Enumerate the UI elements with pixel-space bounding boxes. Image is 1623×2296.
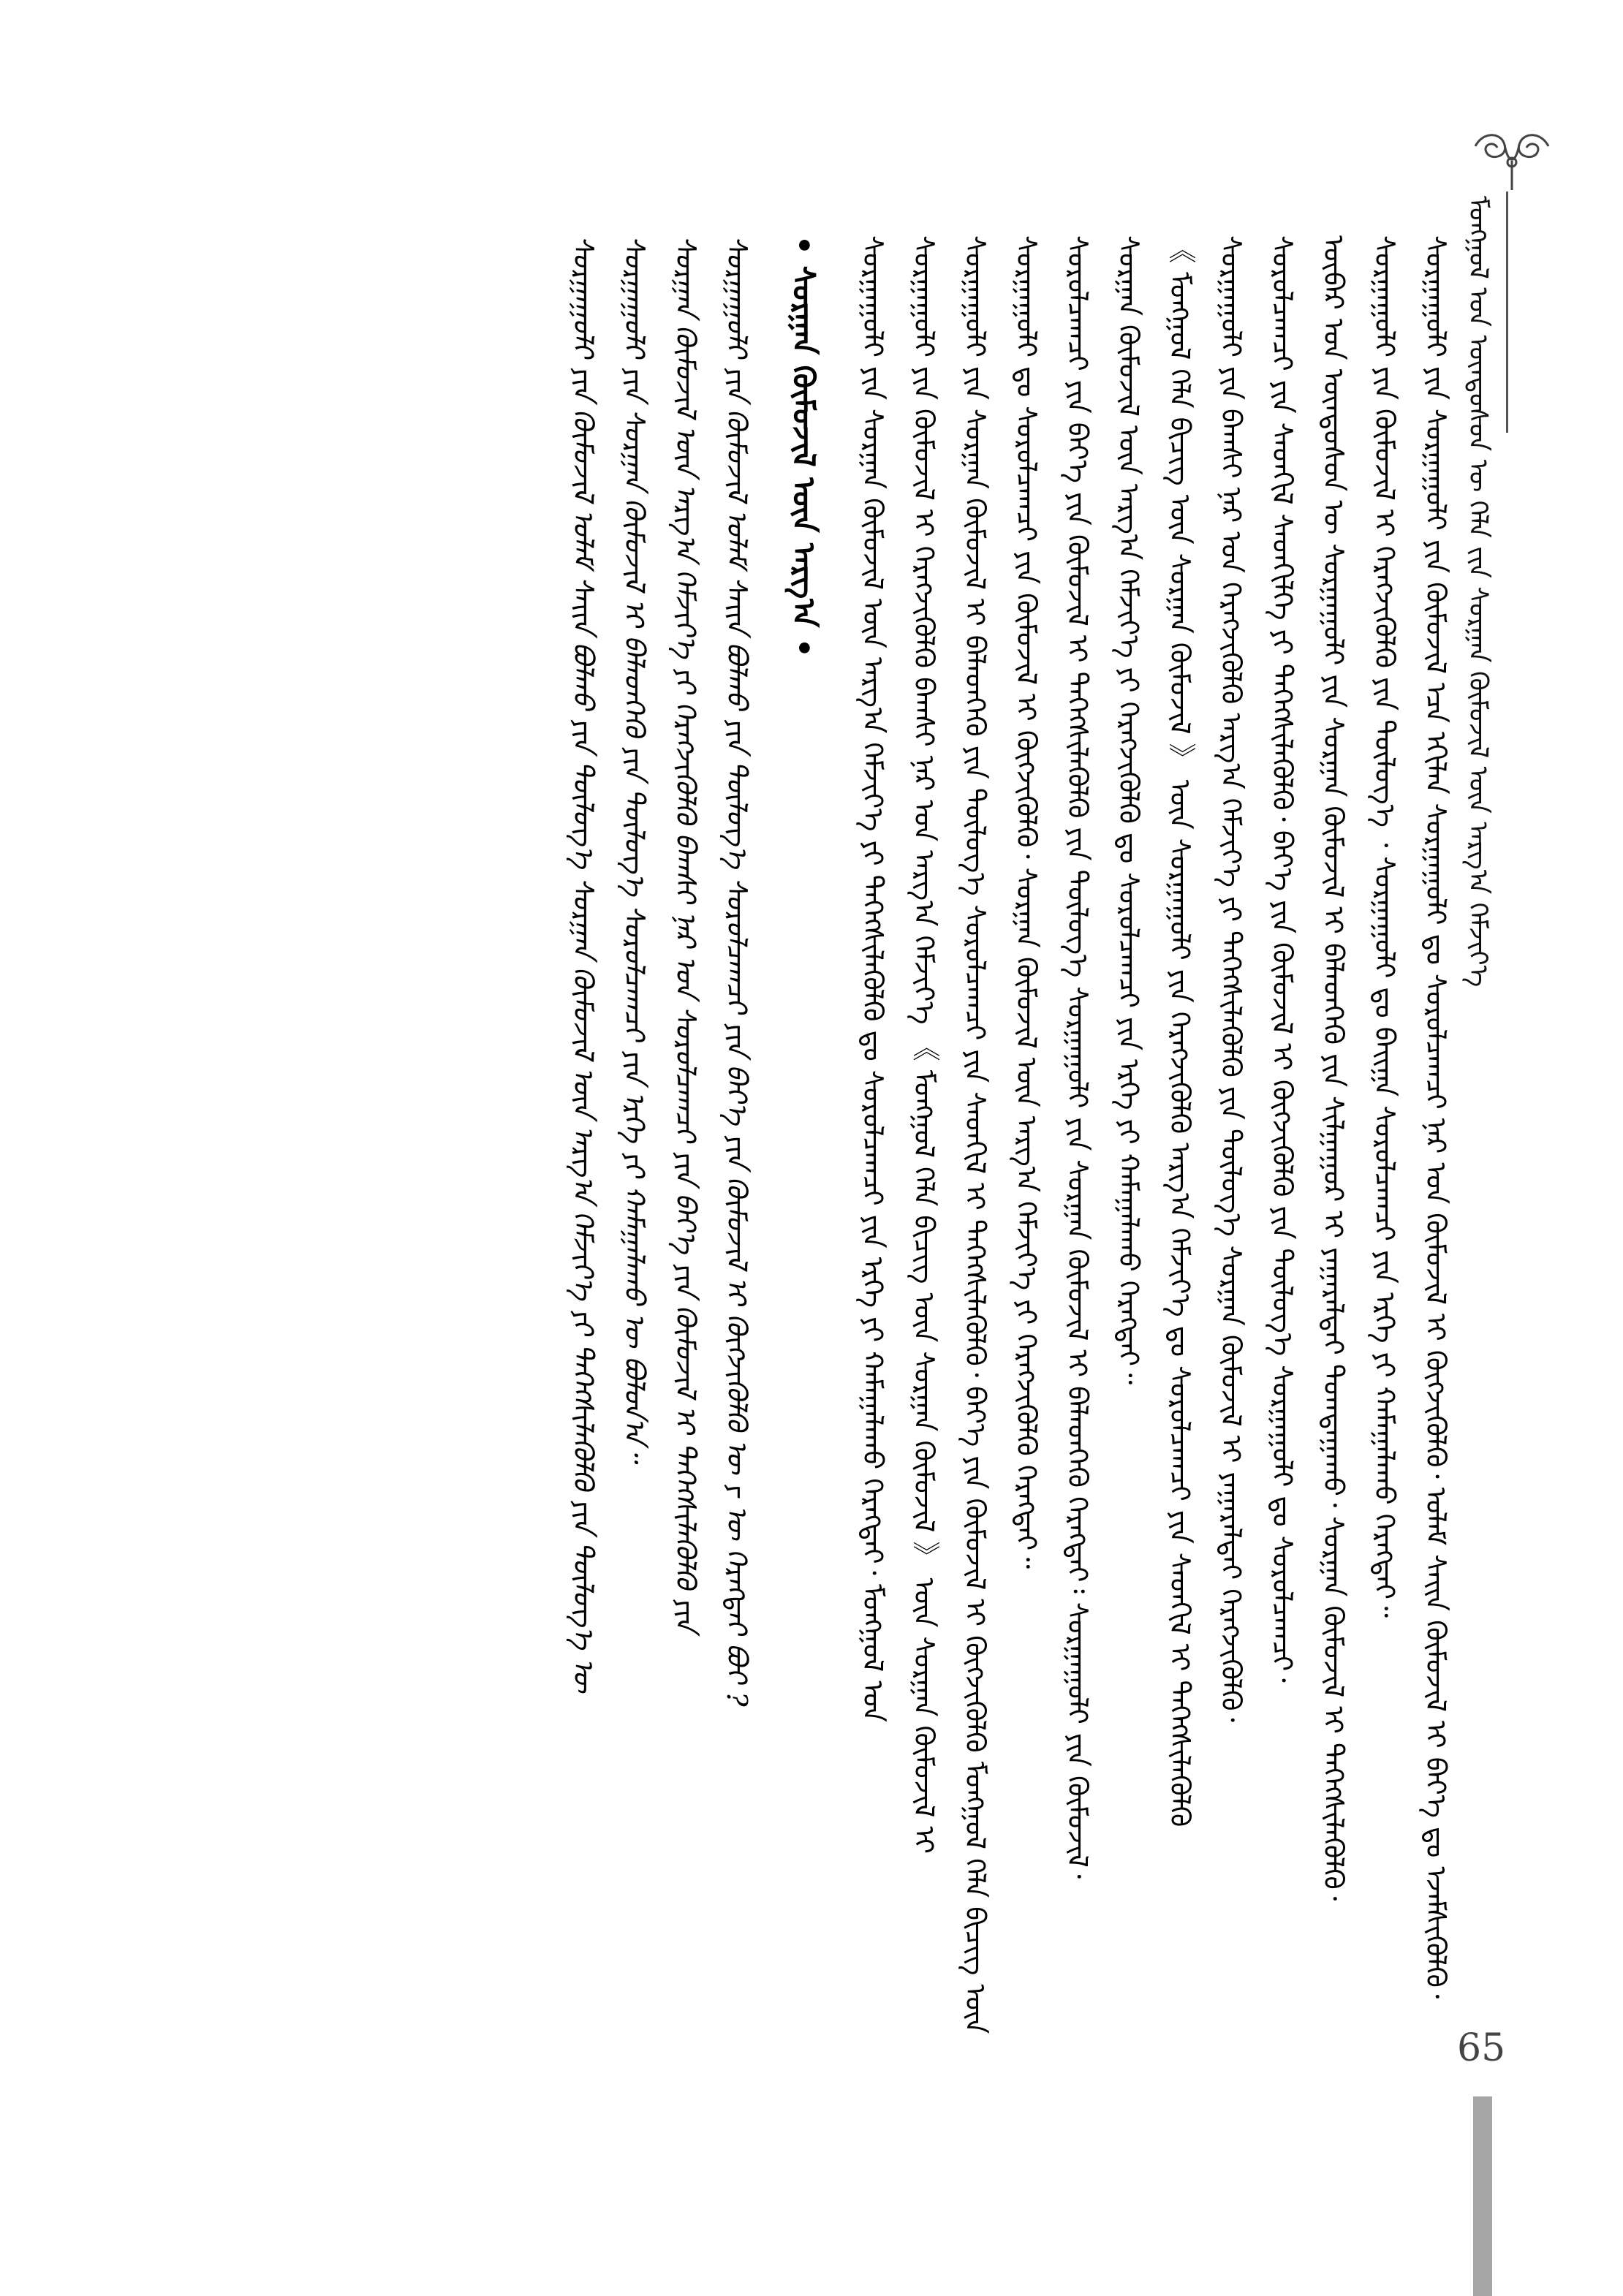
ornament-icon bbox=[1468, 124, 1556, 194]
body-line: ᠰᠤᠷᠭᠠᠭᠤᠯᠢ ᠳᠤ ᠰᠤᠷᠤᠯᠴᠠᠭᠴᠢ ᠶᠢᠨ ᠬᠦᠮᠦᠵᠢᠯ ᠢ ᠬᠥᠭᠵᠢᠭᠦᠯᠬᠦ᠂ ᠰᠤᠷᠭᠠᠨ ᠬᠦᠮᠦᠵᠢᠯ ᠦᠨ ᠠᠷᠭ᠎ᠠ ᠬᠡᠮᠵᠢᠶ᠎ᠡ ᠶᠢ ᠬᠡᠷᠡᠭᠵᠢᠭᠦᠯᠬᠦ ᠬᠡᠷᠡᠭᠲᠡᠢ᠃ bbox=[1010, 235, 1043, 1569]
poem-line: ᠰᠤᠷᠭᠠᠭᠤᠯᠢ ᠶᠢᠨ ᠰᠤᠷᠭᠠᠨ ᠬᠦᠮᠦᠵᠢᠯ ᠢ ᠪᠡᠯᠡᠳᠬᠡᠬᠦ ᠶᠢᠨ ᠲᠥᠯᠥᠭ᠎ᠡ ᠰᠤᠷᠤᠯᠴᠠᠭᠴᠢ ᠶᠢᠨ ᠡᠷᠬᠡ ᠶᠢ ᠬᠠᠮᠠᠭᠠᠯᠠᠬᠤ ᠦ ᠪᠣᠯᠤᠨ᠎ᠠ᠃ bbox=[618, 235, 651, 1462]
body-line: ᠰᠤᠷᠤᠯᠴᠠᠭᠴᠢ ᠶᠢᠨ ᠪᠡᠶ᠎ᠡ ᠶᠢᠨ ᠬᠦᠮᠦᠵᠢᠯ ᠢ ᠳᠡᠭᠡᠭᠰᠢᠯᠡᠭᠦᠯᠬᠦ ᠶᠢᠨ ᠲᠥᠯᠥᠭ᠎ᠡ ᠰᠤᠷᠭᠠᠭᠤᠯᠢ ᠶᠢᠨ ᠰᠤᠷᠭᠠᠨ ᠬᠦᠮᠦᠵᠢᠯ ᠢ ᠪᠡᠯᠡᠳᠬᠡᠬᠦ ᠬᠡᠷᠡᠭᠲᠡᠢ᠄ ᠰᠤᠷᠭᠠᠭᠤᠯᠢ ᠶᠢᠨ ᠬᠦᠮᠦᠵᠢᠯ᠂ bbox=[1062, 235, 1094, 1879]
section-heading: • ᠰᠤᠷᠭᠠᠨ ᠬᠦᠮᠦᠵᠢᠯ ᠦᠨ ᠠᠷᠭ᠎ᠠ • bbox=[786, 235, 822, 658]
body-line: 《 ᠮᠣᠩᠭᠣᠯ ᠬᠡᠯᠡ ᠪᠢᠴᠢᠭ ᠦᠨ ᠰᠤᠷᠭᠠᠨ ᠬᠦᠮᠦᠵᠢᠯ 》 ᠦᠨ ᠰᠤᠷᠭᠠᠭᠤᠯᠢ ᠶᠢᠨ ᠬᠡᠷᠡᠭᠵᠢᠭᠦᠯᠬᠦ ᠠᠷᠭ᠎ᠠ ᠬᠡᠮᠵᠢᠶ᠎ᠡ ᠳᠤ ᠰᠤᠷᠤᠯᠴᠠᠭᠴᠢ ᠶᠢᠨ ᠰᠡᠳᠬᠢᠯ ᠢ ᠳᠡᠭᠡᠭᠰᠢᠯᠡᠭᠦᠯᠬᠦ bbox=[1164, 235, 1196, 1827]
body-line: ᠰᠤᠷᠭᠠᠭᠤᠯᠢ ᠶᠢᠨ ᠰᠤᠷᠭᠠᠭᠤᠯᠢ ᠶᠢᠨ ᠬᠦᠮᠦᠵᠢᠯ ᠡᠴᠡ ᠡᠬᠢᠯᠡᠨ ᠰᠤᠷᠭᠠᠭᠤᠯᠢ ᠳᠤ ᠰᠤᠷᠤᠯᠴᠠᠭᠴᠢ ᠨᠠᠷ ᠤᠨ ᠬᠦᠮᠦᠵᠢᠯ ᠢ ᠬᠥᠭᠵᠢᠭᠦᠯᠬᠦ᠂ ᠤᠯᠠᠮ ᠰᠠᠢᠨ ᠬᠦᠮᠦᠵᠢᠯ ᠢ ᠪᠡᠶ᠎ᠡ ᠳᠤ ᠡᠵᠡᠮᠰᠢᠭᠦᠯᠬᠦ᠂ bbox=[1420, 235, 1452, 1999]
page-edge-tab bbox=[1473, 2096, 1492, 2296]
body-line: ᠰᠤᠷᠭᠠᠭᠤᠯᠢ ᠶᠢᠨ ᠰᠤᠷᠭᠠᠨ ᠬᠦᠮᠦᠵᠢᠯ ᠢ ᠪᠡᠯᠡᠳᠬᠡᠬᠦ ᠶᠢᠨ ᠲᠥᠯᠥᠭ᠎ᠡ ᠰᠤᠷᠤᠯᠴᠠᠭᠴᠢ ᠶᠢᠨ ᠰᠡᠳᠬᠢᠯ ᠢ ᠳᠡᠭᠡᠭᠰᠢᠯᠡᠭᠦᠯᠬᠦ᠂ ᠪᠡᠶ᠎ᠡ ᠶᠢᠨ ᠬᠦᠮᠦᠵᠢᠯ ᠢ ᠬᠥᠭᠵᠢᠭᠦᠯᠬᠦ ᠮᠣᠩᠭᠣᠯ ᠬᠡᠯᠡ ᠪᠢᠴᠢᠭ ᠦᠨ bbox=[959, 235, 991, 2034]
running-header: ᠮᠣᠩᠭᠣᠯ ᠤᠨ ᠦᠨᠳᠦᠰᠦᠨ ᠦ ᠬᠡᠯᠡ ᠵᠢᠨ ᠰᠤᠷᠭᠠᠨ ᠬᠦᠮᠦᠵᠢᠯ ᠦᠨ ᠠᠷᠭ᠎ᠠ ᠬᠡᠮᠵᠢᠶ᠎ᠡ bbox=[1463, 196, 1493, 988]
body-line: ᠰᠤᠷᠭᠠᠭᠤᠯᠢ ᠶᠢᠨ ᠬᠦᠮᠦᠵᠢᠯ ᠢ ᠬᠡᠷᠡᠭᠵᠢᠭᠦᠯᠬᠦ ᠪᠠᠭᠰᠢ ᠨᠠᠷ ᠤᠨ ᠠᠷᠭ᠎ᠠ ᠬᠡᠮᠵᠢᠶ᠎ᠡ 《 ᠮᠣᠩᠭᠣᠯ ᠬᠡᠯᠡ ᠪᠢᠴᠢᠭ ᠦᠨ ᠰᠤᠷᠭᠠᠨ ᠬᠦᠮᠦᠵᠢᠯ 》 ᠦᠨ ᠰᠤᠷᠭᠠᠨ ᠬᠦᠮᠦᠵᠢᠯ ᠢ bbox=[908, 235, 940, 1854]
body-line: ᠰᠤᠷᠭᠠᠭᠤᠯᠢ ᠶᠢᠨ ᠬᠦᠮᠦᠵᠢᠯ ᠢ ᠬᠡᠷᠡᠭᠵᠢᠭᠦᠯᠬᠦ ᠶᠢᠨ ᠲᠥᠯᠥᠭ᠎ᠡ ᠂ ᠰᠤᠷᠭᠠᠭᠤᠯᠢ ᠳᠤ ᠪᠠᠢᠭᠠ ᠰᠤᠷᠤᠯᠴᠠᠭᠴᠢ ᠶᠢᠨ ᠡᠷᠬᠡ ᠶᠢ ᠬᠠᠮᠠᠭᠠᠯᠠᠬᠤ ᠬᠡᠷᠡᠭᠲᠡᠢ᠃ bbox=[1369, 235, 1401, 1618]
poem-line: ᠰᠤᠷᠭᠠᠭᠤᠯᠢ ᠶᠢᠨ ᠬᠦᠮᠦᠵᠢᠯ ᠤᠯᠠᠮ ᠰᠠᠢᠨ ᠪᠣᠯᠬᠤ ᠶᠢᠨ ᠲᠥᠯᠥᠭ᠎ᠡ ᠰᠤᠷᠤᠯᠴᠠᠭᠴᠢ ᠶᠢᠨ ᠪᠡᠶ᠎ᠡ ᠶᠢᠨ ᠬᠦᠮᠦᠵᠢᠯ ᠢ ᠬᠥᠭᠵᠢᠭᠦᠯᠬᠦ ᠦ ᠶ ᠦ ᠬᠡᠷᠡᠭᠲᠡᠢ ᠪᠣᠢ ? bbox=[721, 235, 753, 1707]
body-line: ᠥᠪᠡᠷ ᠤᠨ ᠦᠨᠳᠦᠰᠦᠨ ᠦ ᠰᠤᠷᠭᠠᠭᠤᠯᠢ ᠶᠢᠨ ᠰᠤᠷᠭᠠᠨ ᠬᠦᠮᠦᠵᠢᠯ ᠢ ᠪᠡᠯᠡᠳᠬᠡᠬᠦ ᠶᠢᠨ ᠰᠢᠯᠭᠠᠭᠤᠷ ᠢ ᠶᠠᠭᠠᠷᠠᠯᠲᠠᠢ ᠲᠣᠭᠲᠠᠭᠠᠬᠤ᠂ ᠰᠤᠷᠭᠠᠨ ᠬᠦᠮᠦᠵᠢᠯ ᠢ ᠳᠡᠭᠡᠭᠰᠢᠯᠡᠭᠦᠯᠬᠦ᠂ bbox=[1317, 235, 1350, 1901]
body-line: ᠰᠤᠷᠭᠠᠭᠤᠯᠢ ᠶᠢᠨ ᠪᠠᠭᠰᠢ ᠨᠠᠷ ᠤᠨ ᠬᠡᠷᠡᠭᠵᠢᠭᠦᠯᠬᠦ ᠠᠷᠭ᠎ᠠ ᠬᠡᠮᠵᠢᠶ᠎ᠡ ᠶᠢ ᠳᠡᠭᠡᠭᠰᠢᠯᠡᠭᠦᠯᠬᠦ ᠶᠢᠨ ᠲᠥᠯᠥᠭ᠎ᠡ ᠰᠤᠷᠭᠠᠨ ᠬᠦᠮᠦᠵᠢᠯ ᠢ ᠶᠠᠭᠠᠷᠠᠯᠲᠠᠢ ᠬᠡᠷᠡᠭᠵᠢᠭᠦᠯᠬᠦ᠂ bbox=[1215, 235, 1247, 1722]
body-line: ᠰᠤᠷᠭᠠᠨ ᠬᠦᠮᠦᠵᠢᠯ ᠦᠨ ᠠᠷᠭ᠎ᠠ ᠬᠡᠮᠵᠢᠶ᠎ᠡ ᠶᠢ ᠬᠡᠷᠡᠭᠵᠢᠭᠦᠯᠬᠦ ᠳᠤ ᠰᠤᠷᠤᠯᠴᠠᠭᠴᠢ ᠶᠢᠨ ᠡᠷᠬᠡ ᠶᠢ ᠬᠠᠮᠠᠭᠠᠯᠠᠬᠤ ᠬᠡᠷᠡᠭᠲᠡᠢ᠃ bbox=[1113, 235, 1145, 1385]
header-rule bbox=[1506, 192, 1508, 433]
page-number: 65 bbox=[1457, 2026, 1506, 2070]
poem-line: ᠰᠤᠷᠭᠠᠨ ᠬᠦᠮᠦᠵᠢᠯ ᠦᠨ ᠠᠷᠭ᠎ᠠ ᠬᠡᠮᠵᠢᠶ᠎ᠡ ᠶᠢ ᠬᠡᠷᠡᠭᠵᠢᠭᠦᠯᠬᠦ ᠪᠠᠭᠰᠢ ᠨᠠᠷ ᠤᠨ ᠰᠤᠷᠤᠯᠴᠠᠭᠴᠢ ᠶᠢᠨ ᠪᠡᠶ᠎ᠡ ᠶᠢᠨ ᠬᠦᠮᠦᠵᠢᠯ ᠢ ᠳᠡᠭᠡᠭᠰᠢᠯᠡᠭᠦᠯᠬᠦ ᠶᠢᠨ bbox=[670, 235, 702, 1632]
body-line: ᠰᠤᠷᠭᠠᠭᠤᠯᠢ ᠶᠢᠨ ᠰᠤᠷᠭᠠᠨ ᠬᠦᠮᠦᠵᠢᠯ ᠦᠨ ᠠᠷᠭ᠎ᠠ ᠬᠡᠮᠵᠢᠶ᠎ᠡ ᠶᠢ ᠳᠡᠭᠡᠭᠰᠢᠯᠡᠭᠦᠯᠬᠦ ᠳᠤ ᠰᠤᠷᠤᠯᠴᠠᠭᠴᠢ ᠶᠢᠨ ᠡᠷᠬᠡ ᠶᠢ ᠬᠠᠮᠠᠭᠠᠯᠠᠬᠤ ᠬᠡᠷᠡᠭᠲᠡᠢ᠂ ᠮᠣᠩᠭᠣᠯ ᠤᠨ bbox=[857, 235, 889, 1722]
poem-line: ᠰᠤᠷᠭᠠᠭᠤᠯᠢ ᠶᠢᠨ ᠬᠦᠮᠦᠵᠢᠯ ᠤᠯᠠᠮ ᠰᠠᠢᠨ ᠪᠣᠯᠬᠤ ᠶᠢᠨ ᠲᠥᠯᠥᠭ᠎ᠡ ᠰᠤᠷᠭᠠᠨ ᠬᠦᠮᠦᠵᠢᠯ ᠦᠨ ᠠᠷᠭ᠎ᠠ ᠬᠡᠮᠵᠢᠶ᠎ᠡ ᠶᠢ ᠳᠡᠭᠡᠭᠰᠢᠯᠡᠭᠦᠯᠬᠦ ᠶᠢᠨ ᠲᠥᠯᠥᠭ᠎ᠡ ᠦ bbox=[567, 235, 599, 1693]
body-line: ᠰᠤᠷᠤᠯᠴᠠᠭᠴᠢ ᠶᠢᠨ ᠰᠡᠳᠬᠢᠯ ᠰᠡᠳᠬᠢᠯᠭᠡ ᠶᠢ ᠳᠡᠭᠡᠭᠰᠢᠯᠡᠭᠦᠯᠬᠦ᠂ ᠪᠡᠶ᠎ᠡ ᠶᠢᠨ ᠬᠦᠮᠦᠵᠢᠯ ᠢ ᠬᠥᠭᠵᠢᠭᠦᠯᠬᠦ ᠶᠢᠨ ᠲᠥᠯᠥᠭ᠎ᠡ ᠰᠤᠷᠭᠠᠭᠤᠯᠢ ᠳᠤ ᠰᠤᠷᠤᠯᠴᠠᠭᠴᠢ᠂ bbox=[1266, 235, 1298, 1683]
